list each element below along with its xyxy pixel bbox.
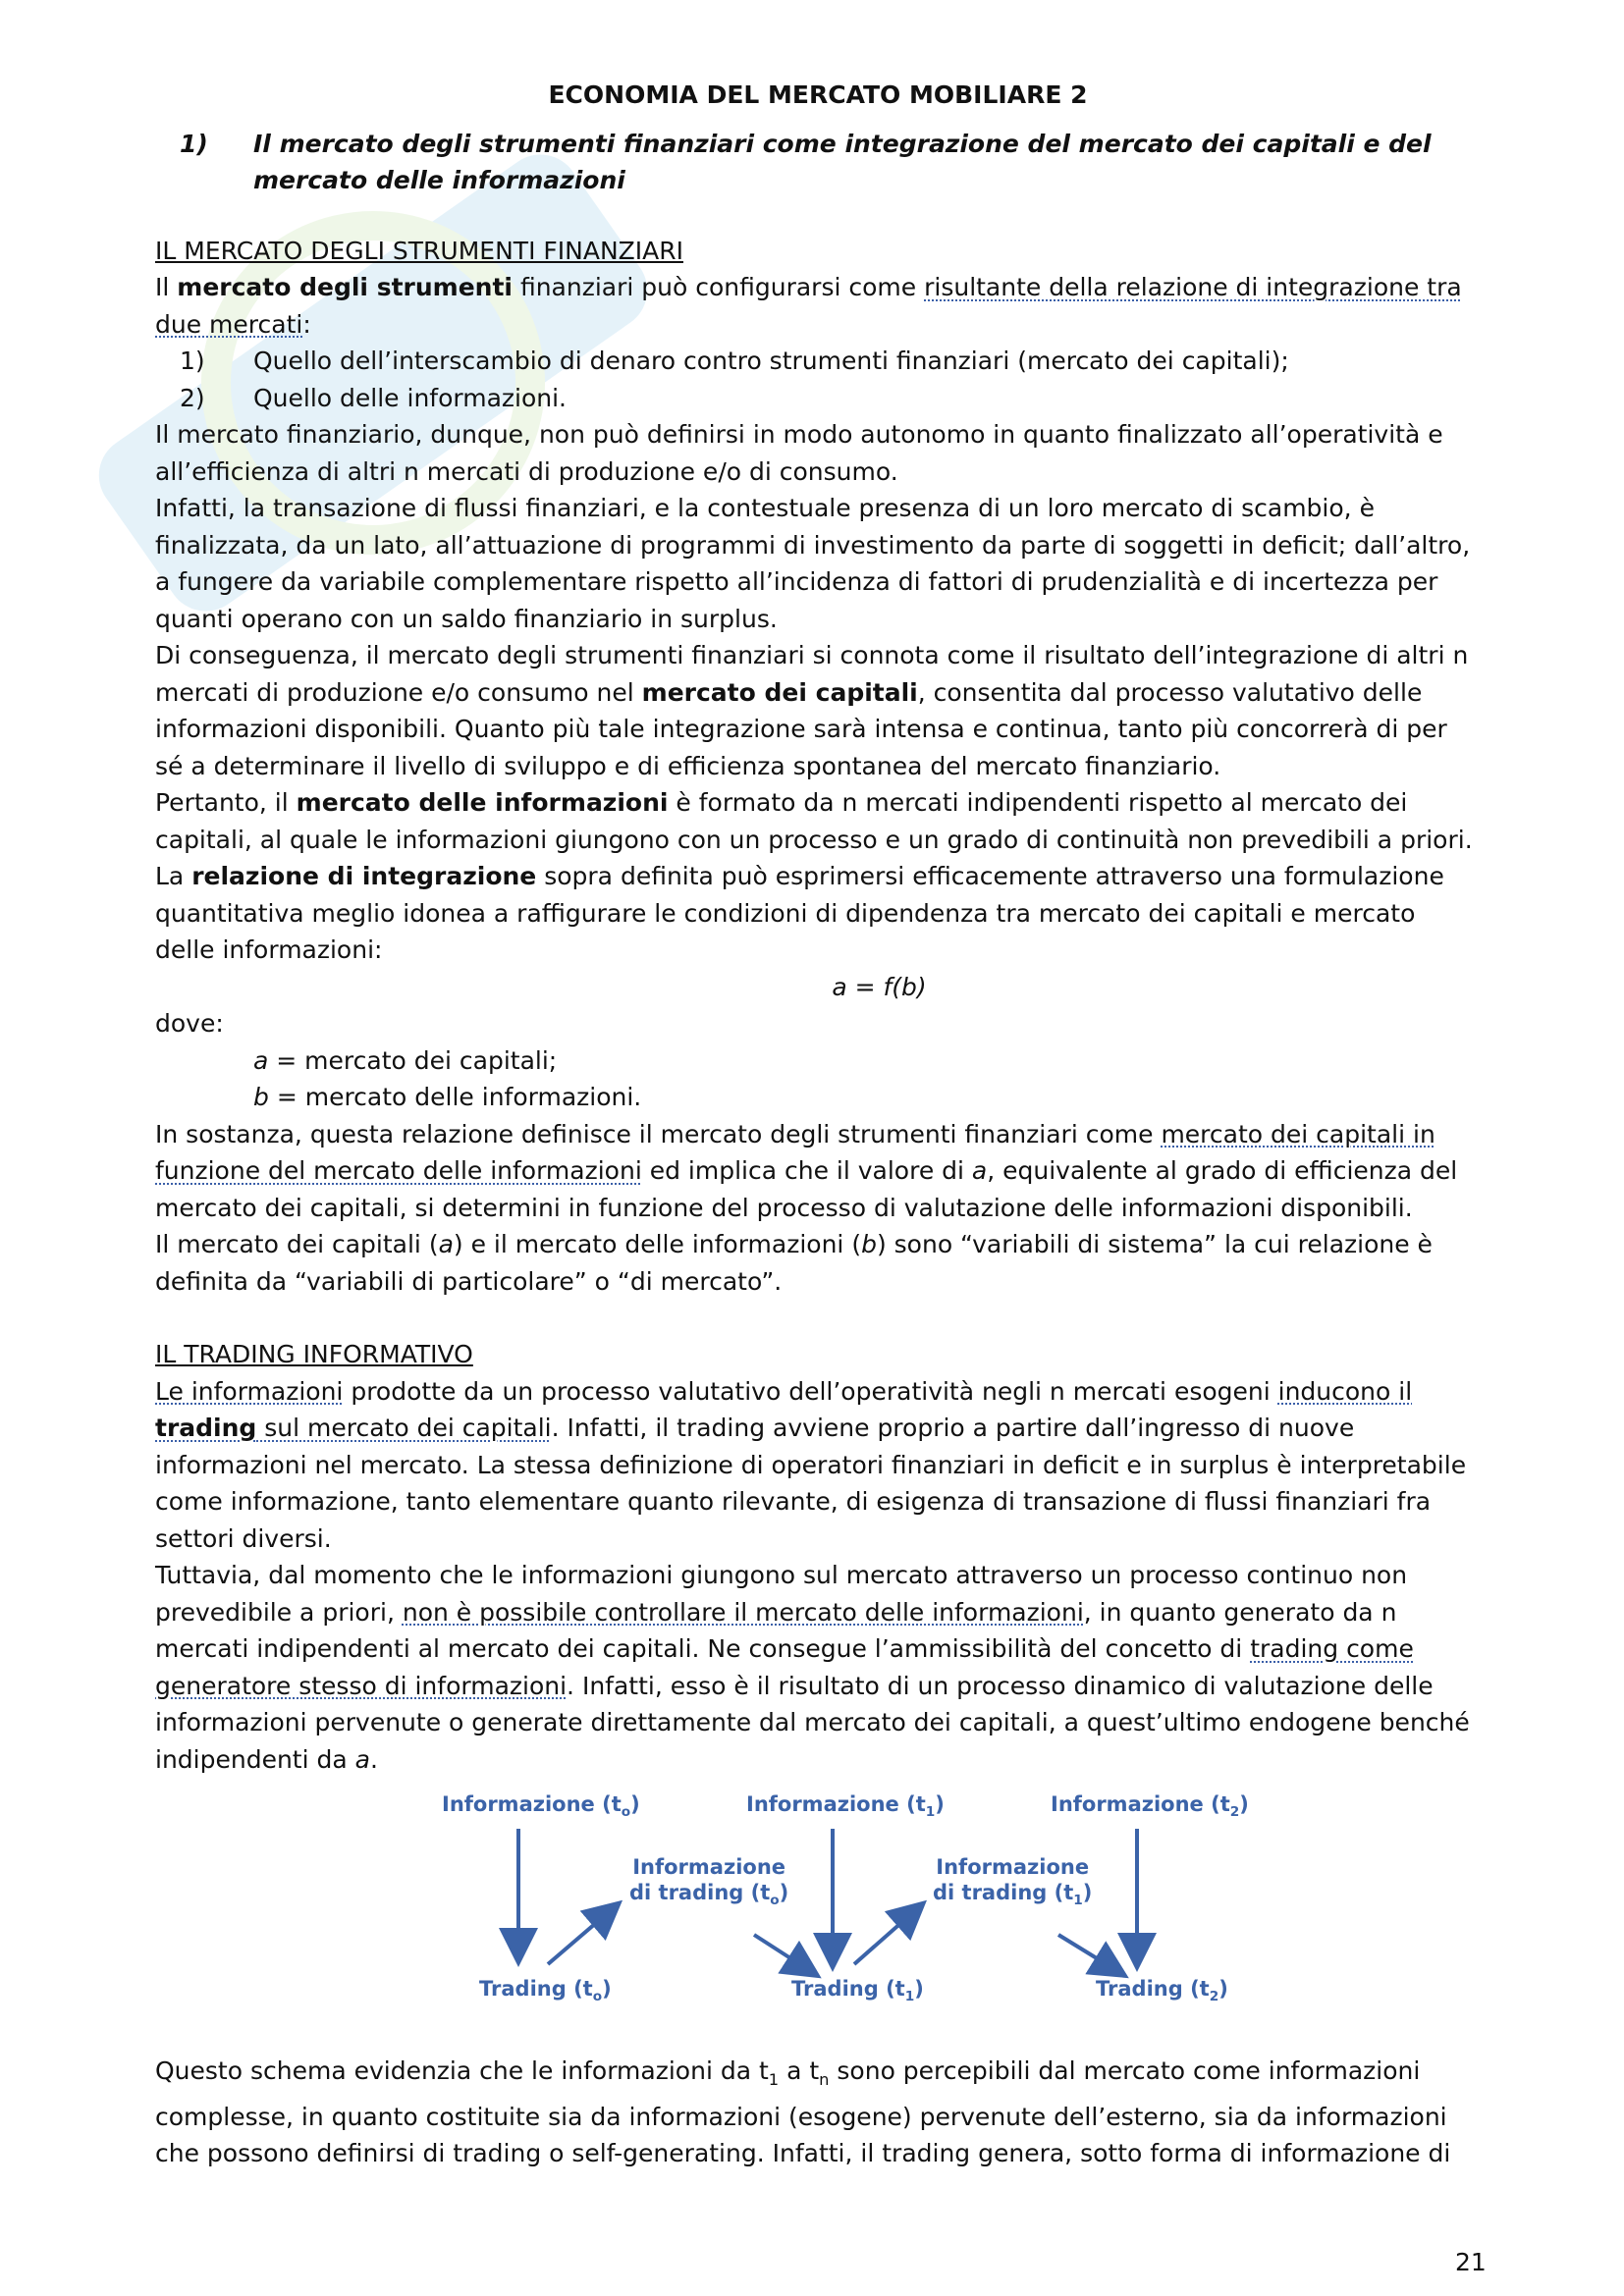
trading-flow-diagram xyxy=(155,1788,1481,2023)
arrow-trading-t1-to-info-trading-t1 xyxy=(854,1905,921,1964)
label-informazione-t1: Informazione $(t_1)$ xyxy=(746,1792,945,1821)
label-informazione-t2: Informazione $(t_2)$ xyxy=(1051,1792,1249,1821)
section-heading xyxy=(155,126,1481,199)
paragraph: Il mercato dei capitali (a) e il mercato delle informazioni (b) sono “variabili di sistema” la cui relazione è definita da “variabili di particolare” o “di mercato”. xyxy=(155,1230,1433,1296)
paragraph: Questo schema evidenzia che le informazioni da $t_1$ a $t_n$ sono percepibili dal mercato come informazioni complesse, in quanto costituite sia da informazioni (esogene) pervenute dell’esterno, sia da informazioni che possono definirsi di trading o self-generating. Infatti, il trading genera, sotto forma di informazione di xyxy=(155,2056,1451,2167)
document-page xyxy=(155,77,1481,2172)
arrow-trading-t0-to-info-trading-t0 xyxy=(548,1905,617,1964)
paragraph: La relazione di integrazione sopra definita può esprimersi efficacemente attraverso una formulazione quantitativa meglio idonea a raffigurare le condizioni di dipendenza tra mercato dei capitali e mercato delle informazioni: xyxy=(155,862,1444,964)
paragraph: Il mercato finanziario, dunque, non può definirsi in modo autonomo in quanto finalizzato all’operatività e all’efficienza di altri n mercati di produzione e/o di consumo. xyxy=(155,420,1443,486)
list-item: 2) Quello delle informazioni. xyxy=(180,383,568,412)
dove-label: dove: xyxy=(155,1009,224,1038)
definition-b: b = mercato delle informazioni. xyxy=(253,1083,642,1111)
subheading-strumenti-finanziari: IL MERCATO DEGLI STRUMENTI FINANZIARI xyxy=(155,236,683,265)
paragraph: Le informazioni prodotte da un processo valutativo dell’operatività negli n mercati esogeni inducono il trading sul mercato dei capitali. Infatti, il trading avviene proprio a partire dall’ingresso di nuove informazioni nel mercato. La stessa definizione di operatori finanziari in deficit e in surplus è interpretabile come informazione, tanto elementare quanto rilevante, di esigenza di transazione di flussi finanziari fra settori diversi. xyxy=(155,1376,1467,1553)
paragraph: Di conseguenza, il mercato degli strumenti finanziari si connota come il risultato dell’integrazione di altri n mercati di produzione e/o consumo nel mercato dei capitali, consentita dal processo valutativo delle informazioni disponibili. Quanto più tale integrazione sarà intensa e continua, tanto più concorrerà di per sé a determinare il livello di sviluppo e di efficienza spontanea del mercato finanziario. xyxy=(155,641,1469,780)
paragraph: Infatti, la transazione di flussi finanziari, e la contestuale presenza di un loro mercato di scambio, è finalizzata, da un lato, all’attuazione di programmi di investimento da parte di soggetti in deficit; dall’altro, a fungere da variabile complementare rispetto all’incidenza di fattori di prudenzialità e di incertezza per quanti operano con un saldo finanziario in surplus. xyxy=(155,494,1471,633)
paragraph: In sostanza, questa relazione definisce il mercato degli strumenti finanziari come mercato dei capitali in funzione del mercato delle informazioni ed implica che il valore di a, equivalente al grado di efficienza del mercato dei capitali, si determini in funzione del processo di valutazione delle informazioni disponibili. xyxy=(155,1119,1458,1222)
label-trading-t1: Trading $(t_1)$ xyxy=(791,1977,924,2005)
page-number: 21 xyxy=(1455,2248,1487,2276)
section-number: 1) xyxy=(180,129,208,158)
formula: a = f(b) xyxy=(832,972,927,1001)
paragraph-intro: Il mercato degli strumenti finanziari può configurarsi come risultante della relazione di integrazione tra due mercati: xyxy=(155,273,1462,339)
subheading-trading-informativo: IL TRADING INFORMATIVO xyxy=(155,1340,473,1368)
document-title: ECONOMIA DEL MERCATO MOBILIARE 2 xyxy=(548,80,1088,109)
definition-a: a = mercato dei capitali; xyxy=(253,1045,558,1075)
label-trading-t0: Trading $(t_o)$ xyxy=(479,1977,612,2005)
arrow-info-trading-t1-to-trading-t2 xyxy=(1058,1935,1122,1974)
paragraph: Tuttavia, dal momento che le informazioni giungono sul mercato attraverso un processo continuo non prevedibile a priori, non è possibile controllare il mercato delle informazioni, in quanto generato da n mercati indipendenti al mercato dei capitali. Ne consegue l’ammissibilità del concetto di trading come generatore stesso di informazioni. Infatti, esso è il risultato di un processo dinamico di valutazione delle informazioni pervenute o generate direttamente dal mercato dei capitali, a quest’ultimo endogene benché indipendenti da a. xyxy=(155,1561,1470,1774)
label-informazione-trading-t1: Informazione di trading $(t_1)$ xyxy=(933,1855,1093,1909)
arrow-info-trading-t0-to-trading-t1 xyxy=(754,1935,815,1974)
label-informazione-trading-t0: Informazione di trading $(t_o)$ xyxy=(629,1855,789,1909)
section-title: Il mercato degli strumenti finanziari come integrazione del mercato dei capitali e del mercato delle informazioni xyxy=(253,129,1432,194)
list-item: 1) Quello dell’interscambio di denaro contro strumenti finanziari (mercato dei capitali); xyxy=(180,347,1289,375)
paragraph: Pertanto, il mercato delle informazioni è formato da n mercati indipendenti rispetto al mercato dei capitali, al quale le informazioni giungono con un processo e un grado di continuità non prevedibili a priori. xyxy=(155,788,1473,854)
label-trading-t2: Trading $(t_2)$ xyxy=(1096,1977,1228,2005)
label-informazione-t0: Informazione $(t_o)$ xyxy=(442,1792,640,1821)
